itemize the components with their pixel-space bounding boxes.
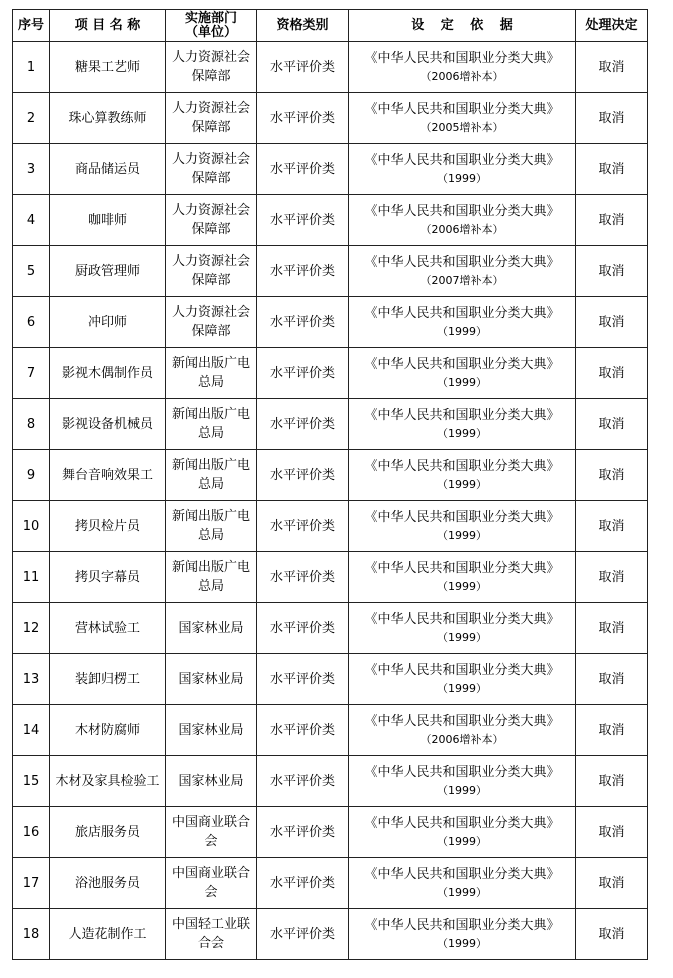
row-decision: 取消 <box>576 909 648 960</box>
row-name: 旅店服务员 <box>50 807 166 858</box>
row-name: 拷贝检片员 <box>50 501 166 552</box>
row-dept: 人力资源社会保障部 <box>166 42 257 93</box>
row-basis <box>349 603 576 654</box>
row-type: 水平评价类 <box>257 195 349 246</box>
row-dept: 人力资源社会保障部 <box>166 144 257 195</box>
row-decision: 取消 <box>576 501 648 552</box>
row-basis <box>349 552 576 603</box>
row-basis <box>349 42 576 93</box>
row-dept: 国家林业局 <box>166 705 257 756</box>
table-row <box>13 399 648 450</box>
row-name: 拷贝字幕员 <box>50 552 166 603</box>
row-decision: 取消 <box>576 654 648 705</box>
row-name: 商品储运员 <box>50 144 166 195</box>
row-dept: 中国商业联合会 <box>166 807 257 858</box>
row-basis <box>349 501 576 552</box>
row-dept: 新闻出版广电总局 <box>166 348 257 399</box>
header-name: 项 目 名 称 <box>50 10 166 42</box>
row-basis-title: 《中华人民共和国职业分类大典》 <box>364 510 560 525</box>
row-name: 冲印师 <box>50 297 166 348</box>
row-name: 装卸归楞工 <box>50 654 166 705</box>
row-dept: 人力资源社会保障部 <box>166 246 257 297</box>
row-num: 12 <box>13 603 50 654</box>
row-basis-edition: （1999） <box>437 886 487 899</box>
qualification-table <box>12 9 648 960</box>
table-header <box>13 10 648 42</box>
row-name: 咖啡师 <box>50 195 166 246</box>
row-name: 影视设备机械员 <box>50 399 166 450</box>
row-type: 水平评价类 <box>257 552 349 603</box>
row-dept: 新闻出版广电总局 <box>166 552 257 603</box>
row-basis <box>349 807 576 858</box>
row-basis-edition: （1999） <box>437 478 487 491</box>
table-row <box>13 195 648 246</box>
row-basis-title: 《中华人民共和国职业分类大典》 <box>364 765 560 780</box>
row-basis-edition: （1999） <box>437 682 487 695</box>
row-basis-edition: （1999） <box>437 529 487 542</box>
table-row <box>13 450 648 501</box>
row-num: 13 <box>13 654 50 705</box>
row-dept: 国家林业局 <box>166 603 257 654</box>
row-basis <box>349 858 576 909</box>
row-basis-title: 《中华人民共和国职业分类大典》 <box>364 816 560 831</box>
row-name: 糖果工艺师 <box>50 42 166 93</box>
row-basis-edition: （2005增补本） <box>420 121 504 134</box>
table-row <box>13 705 648 756</box>
row-basis-edition: （1999） <box>437 325 487 338</box>
header-type: 资格类别 <box>257 10 349 42</box>
row-type: 水平评价类 <box>257 858 349 909</box>
row-type: 水平评价类 <box>257 501 349 552</box>
row-num: 18 <box>13 909 50 960</box>
table-row <box>13 246 648 297</box>
row-name: 人造花制作工 <box>50 909 166 960</box>
row-type: 水平评价类 <box>257 909 349 960</box>
row-basis-title: 《中华人民共和国职业分类大典》 <box>364 867 560 882</box>
row-type: 水平评价类 <box>257 807 349 858</box>
row-basis-title: 《中华人民共和国职业分类大典》 <box>364 459 560 474</box>
table-row <box>13 144 648 195</box>
table-row <box>13 297 648 348</box>
row-basis-title: 《中华人民共和国职业分类大典》 <box>364 51 560 66</box>
table-row <box>13 807 648 858</box>
table-row <box>13 552 648 603</box>
row-type: 水平评价类 <box>257 654 349 705</box>
row-basis-title: 《中华人民共和国职业分类大典》 <box>364 357 560 372</box>
row-num: 10 <box>13 501 50 552</box>
row-name: 舞台音响效果工 <box>50 450 166 501</box>
row-num: 11 <box>13 552 50 603</box>
row-name: 影视木偶制作员 <box>50 348 166 399</box>
row-basis-edition: （1999） <box>437 427 487 440</box>
row-basis <box>349 195 576 246</box>
row-type: 水平评价类 <box>257 450 349 501</box>
row-basis-title: 《中华人民共和国职业分类大典》 <box>364 102 560 117</box>
row-type: 水平评价类 <box>257 246 349 297</box>
row-type: 水平评价类 <box>257 348 349 399</box>
row-basis-edition: （2006增补本） <box>420 223 504 236</box>
row-basis <box>349 756 576 807</box>
row-num: 5 <box>13 246 50 297</box>
row-basis-title: 《中华人民共和国职业分类大典》 <box>364 714 560 729</box>
row-dept: 人力资源社会保障部 <box>166 297 257 348</box>
row-name: 营林试验工 <box>50 603 166 654</box>
row-decision: 取消 <box>576 399 648 450</box>
row-decision: 取消 <box>576 246 648 297</box>
row-basis <box>349 246 576 297</box>
row-basis-title: 《中华人民共和国职业分类大典》 <box>364 153 560 168</box>
row-basis-edition: （2006增补本） <box>420 70 504 83</box>
row-type: 水平评价类 <box>257 705 349 756</box>
table-row <box>13 603 648 654</box>
row-decision: 取消 <box>576 195 648 246</box>
row-num: 3 <box>13 144 50 195</box>
row-basis-title: 《中华人民共和国职业分类大典》 <box>364 663 560 678</box>
row-basis <box>349 93 576 144</box>
row-num: 7 <box>13 348 50 399</box>
row-decision: 取消 <box>576 93 648 144</box>
table-row <box>13 858 648 909</box>
row-dept: 人力资源社会保障部 <box>166 93 257 144</box>
row-basis-edition: （1999） <box>437 580 487 593</box>
row-type: 水平评价类 <box>257 399 349 450</box>
row-num: 8 <box>13 399 50 450</box>
row-type: 水平评价类 <box>257 297 349 348</box>
row-num: 6 <box>13 297 50 348</box>
row-num: 2 <box>13 93 50 144</box>
table-row <box>13 93 648 144</box>
row-basis-title: 《中华人民共和国职业分类大典》 <box>364 255 560 270</box>
row-basis-title: 《中华人民共和国职业分类大典》 <box>364 918 560 933</box>
row-basis-edition: （1999） <box>437 172 487 185</box>
row-basis-title: 《中华人民共和国职业分类大典》 <box>364 561 560 576</box>
row-decision: 取消 <box>576 603 648 654</box>
row-decision: 取消 <box>576 858 648 909</box>
row-type: 水平评价类 <box>257 42 349 93</box>
row-num: 16 <box>13 807 50 858</box>
table-row <box>13 756 648 807</box>
row-num: 15 <box>13 756 50 807</box>
row-basis-title: 《中华人民共和国职业分类大典》 <box>364 204 560 219</box>
row-name: 木材防腐师 <box>50 705 166 756</box>
row-basis <box>349 654 576 705</box>
row-basis-title: 《中华人民共和国职业分类大典》 <box>364 612 560 627</box>
header-num: 序号 <box>13 10 50 42</box>
row-basis-title: 《中华人民共和国职业分类大典》 <box>364 408 560 423</box>
row-num: 14 <box>13 705 50 756</box>
row-name: 木材及家具检验工 <box>50 756 166 807</box>
row-decision: 取消 <box>576 42 648 93</box>
table-row <box>13 501 648 552</box>
row-basis-edition: （1999） <box>437 937 487 950</box>
row-type: 水平评价类 <box>257 756 349 807</box>
row-basis <box>349 705 576 756</box>
row-dept: 人力资源社会保障部 <box>166 195 257 246</box>
row-basis <box>349 909 576 960</box>
row-dept: 新闻出版广电总局 <box>166 399 257 450</box>
row-basis-edition: （1999） <box>437 784 487 797</box>
header-row <box>13 10 648 42</box>
row-name: 厨政管理师 <box>50 246 166 297</box>
table-row <box>13 909 648 960</box>
row-num: 17 <box>13 858 50 909</box>
row-basis <box>349 399 576 450</box>
row-basis <box>349 144 576 195</box>
header-decision: 处理决定 <box>576 10 648 42</box>
header-dept <box>166 10 257 42</box>
row-decision: 取消 <box>576 450 648 501</box>
row-type: 水平评价类 <box>257 603 349 654</box>
table-row <box>13 348 648 399</box>
row-basis <box>349 348 576 399</box>
header-basis: 设 定 依 据 <box>349 10 576 42</box>
row-type: 水平评价类 <box>257 93 349 144</box>
row-name: 珠心算教练师 <box>50 93 166 144</box>
row-dept: 中国轻工业联合会 <box>166 909 257 960</box>
row-decision: 取消 <box>576 348 648 399</box>
row-dept: 新闻出版广电总局 <box>166 450 257 501</box>
row-dept: 中国商业联合会 <box>166 858 257 909</box>
row-dept: 新闻出版广电总局 <box>166 501 257 552</box>
row-basis-edition: （1999） <box>437 835 487 848</box>
table-body <box>13 42 648 960</box>
row-decision: 取消 <box>576 552 648 603</box>
row-basis-edition: （2006增补本） <box>420 733 504 746</box>
row-num: 9 <box>13 450 50 501</box>
row-basis <box>349 297 576 348</box>
row-dept: 国家林业局 <box>166 756 257 807</box>
row-decision: 取消 <box>576 705 648 756</box>
table-row <box>13 42 648 93</box>
row-type: 水平评价类 <box>257 144 349 195</box>
row-decision: 取消 <box>576 807 648 858</box>
row-num: 1 <box>13 42 50 93</box>
row-basis-edition: （1999） <box>437 376 487 389</box>
row-basis <box>349 450 576 501</box>
row-num: 4 <box>13 195 50 246</box>
header-dept-line2: （单位） <box>184 24 237 40</box>
row-decision: 取消 <box>576 144 648 195</box>
row-name: 浴池服务员 <box>50 858 166 909</box>
row-basis-edition: （1999） <box>437 631 487 644</box>
row-dept: 国家林业局 <box>166 654 257 705</box>
table-row <box>13 654 648 705</box>
row-decision: 取消 <box>576 756 648 807</box>
row-basis-title: 《中华人民共和国职业分类大典》 <box>364 306 560 321</box>
row-decision: 取消 <box>576 297 648 348</box>
header-dept-line1: 实施部门 <box>184 10 237 26</box>
row-basis-edition: （2007增补本） <box>420 274 504 287</box>
